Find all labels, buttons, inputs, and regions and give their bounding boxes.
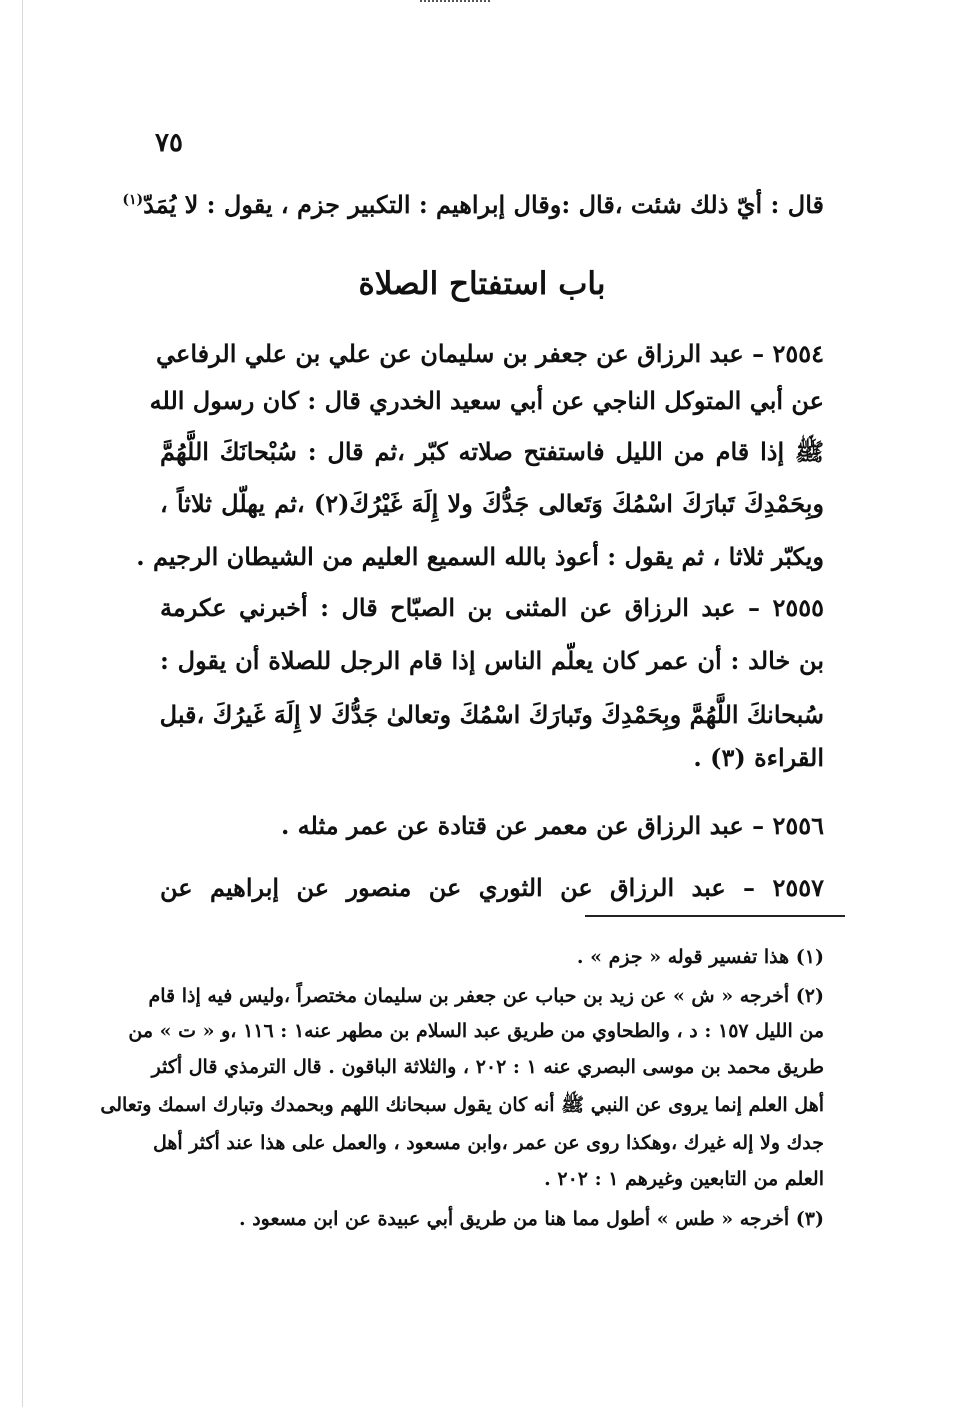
intro-line — [122, 180, 824, 225]
footnote-2-line-4: أهل العلم إنما يروى عن النبي ﷺ أنه كان يقول سبحانك اللهم وبحمدك وتبارك اسمك وتعالى — [100, 1094, 824, 1116]
hadith-2555-line-2: بن خالد : أن عمر كان يعلّم الناس إذا قام الرجل للصلاة أن يقول : — [160, 646, 824, 675]
page-number: ٧٥ — [155, 128, 183, 158]
chapter-title: باب استفتاح الصلاة — [358, 266, 606, 302]
footnote-2-line-6: العلم من التابعين وغيرهم ١ : ٢٠٢ . — [544, 1168, 824, 1190]
footnote-2-line-2: من الليل ١٥٧ : د ، والطحاوي من طريق عبد السلام بن مطهر عنه١ : ١١٦ ،و « ت » من — [128, 1020, 824, 1042]
hadith-2554-line-5: ويكبّر ثلاثا ، ثم يقول : أعوذ بالله السميع العليم من الشيطان الرجيم . — [136, 542, 824, 571]
footnote-2-line-5: جدك ولا إله غيرك ،وهكذا روى عن عمر ،وابن مسعود ، والعمل على هذا عند أكثر أهل — [152, 1132, 824, 1154]
hadith-2555-line-1: ٢٥٥٥ – عبد الرزاق عن المثنى بن الصبّاح قال : أخبرني عكرمة — [160, 593, 825, 622]
footnote-separator — [585, 915, 845, 917]
footnote-2-line-1: (٢) أخرجه « ش » عن زيد بن حباب عن جعفر بن سليمان مختصراً ،وليس فيه إذا قام — [148, 985, 824, 1007]
hadith-2555-line-3: سُبحانكَ اللَّهُمَّ وبِحَمْدِكَ وتَبارَكَ اسْمُكَ وتعالىٰ جَدُّكَ لا إِلَهَ غَيرُكَ ،قبل — [159, 700, 824, 729]
hadith-2555-line-4: القراءة (٣) . — [693, 743, 824, 772]
footnote-3: (٣) أخرجه « طس » أطول مما هنا من طريق أبي عبيدة عن ابن مسعود . — [238, 1208, 824, 1230]
hadith-2554-line-2: عن أبي المتوكل الناجي عن أبي سعيد الخدري قال : كان رسول الله — [149, 386, 824, 415]
hadith-2556-line-1: ٢٥٥٦ – عبد الرزاق عن معمر عن قتادة عن عمر مثله . — [280, 811, 824, 840]
scan-edge-line — [22, 0, 23, 1407]
intro-note-ref: (١) — [122, 192, 144, 208]
top-dotted-mark — [420, 0, 490, 5]
hadith-2554-line-1: ٢٥٥٤ – عبد الرزاق عن جعفر بن سليمان عن علي بن علي الرفاعي — [156, 339, 824, 368]
footnote-1: (١) هذا تفسير قوله « جزم » . — [576, 946, 824, 968]
hadith-2557-line-1: ٢٥٥٧ – عبد الرزاق عن الثوري عن منصور عن إبراهيم عن — [160, 873, 824, 902]
footnote-2-line-3: طريق محمد بن موسى البصري عنه ١ : ٢٠٢ ، والثلاثة الباقون . قال الترمذي قال أكثر — [151, 1056, 824, 1078]
hadith-2554-line-3: ﷺ إذا قام من الليل فاستفتح صلاته كبّر ،ثم قال : سُبْحانَكَ اللَّهُمَّ — [160, 437, 824, 466]
hadith-2554-line-4: وبِحَمْدِكَ تَبارَكَ اسْمُكَ وَتَعالى جَدُّكَ ولا إِلَهَ غَيْرُكَ(٢) ،ثم يهلّل ثلاثاً ، — [160, 489, 825, 518]
intro-text: قال : أيّ ذلك شئت ،قال :وقال إبراهيم : التكبير جزم ، يقول : لا يُمَدّ — [143, 190, 824, 219]
